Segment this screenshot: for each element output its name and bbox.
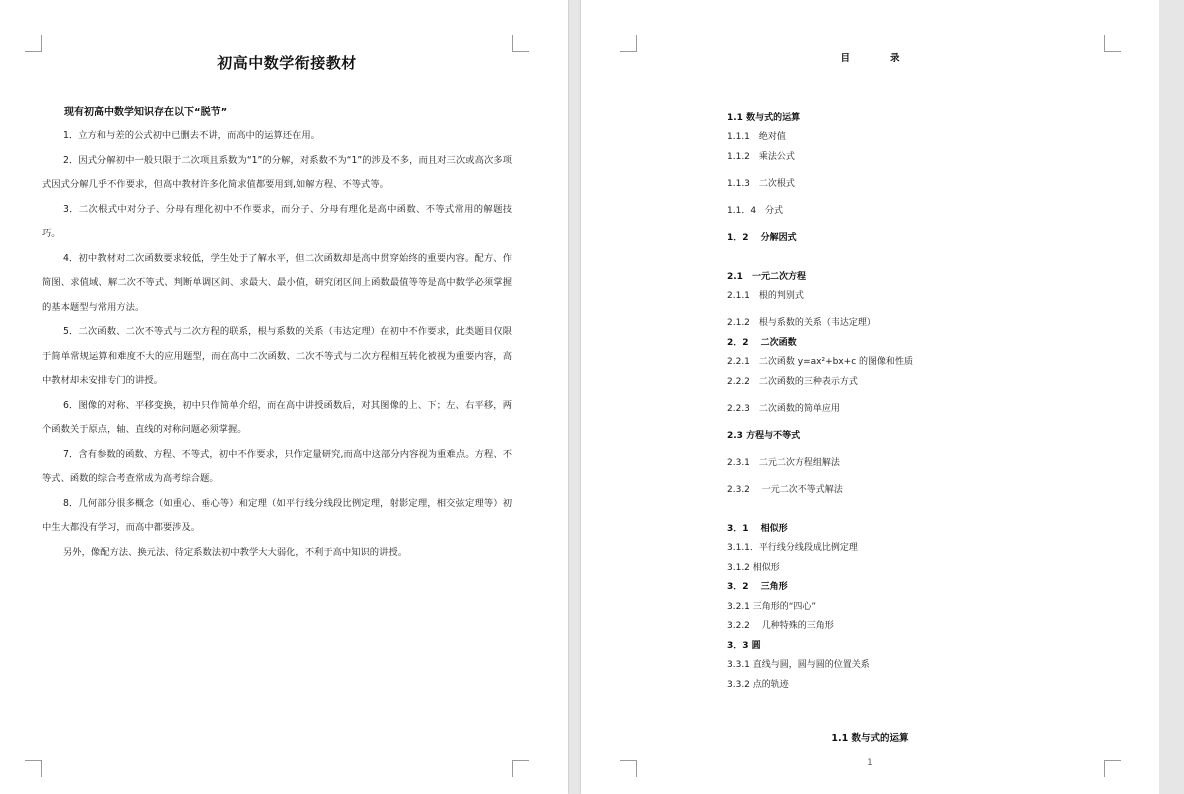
toc-entry[interactable]: 2．2 二次函数 — [727, 338, 797, 348]
paragraph: 8．几何部分很多概念（如重心、垂心等）和定理（如平行线分线段比例定理，射影定理，相交弦定理等）初中生大都没有学习，而高中都要涉及。 — [42, 497, 512, 533]
toc-entry[interactable]: 3.3.1 直线与圆，圆与圆的位置关系 — [727, 660, 870, 670]
paragraph: 3．二次根式中对分子、分母有理化初中不作要求，而分子、分母有理化是高中函数、不等式常用的解题技巧。 — [42, 203, 512, 239]
document-title: 初高中数学衔接教材 — [217, 54, 357, 72]
toc-entry[interactable]: 1.1.1 绝对值 — [727, 132, 786, 142]
toc-entry[interactable]: 1.1 数与式的运算 — [727, 113, 801, 123]
paragraph: 1．立方和与差的公式初中已删去不讲，而高中的运算还在用。 — [63, 130, 320, 141]
paragraph-list — [42, 124, 512, 565]
toc-entry[interactable]: 3．1 相似形 — [727, 524, 788, 534]
toc-entry[interactable]: 3．2 三角形 — [727, 582, 788, 592]
toc-entry[interactable]: 2.1 一元二次方程 — [727, 272, 806, 282]
page-number: 1 — [867, 758, 873, 768]
toc-entry[interactable]: 2.1.1 根的判别式 — [727, 291, 804, 301]
toc-entry[interactable]: 2.3.2 一元二次不等式解法 — [727, 485, 843, 495]
paragraph: 5．二次函数、二次不等式与二次方程的联系，根与系数的关系（韦达定理）在初中不作要求，此类题目仅限于简单常规运算和难度不大的应用题型，而在高中二次函数、二次不等式与二次方程相互转化被视为重要内容，高中教材却未安排专门的讲授。 — [42, 326, 512, 386]
toc-entry[interactable]: 1.1.3 二次根式 — [727, 179, 795, 189]
toc-entry[interactable]: 1.1.2 乘法公式 — [727, 152, 795, 162]
toc-entry[interactable]: 2.3 方程与不等式 — [727, 431, 801, 441]
crop-mark — [512, 35, 529, 52]
toc-entry[interactable]: 3.2.1 三角形的“四心” — [727, 602, 817, 612]
toc-entry[interactable]: 3.1.2 相似形 — [727, 563, 780, 573]
paragraph: 另外，像配方法、换元法、待定系数法初中教学大大弱化，不利于高中知识的讲授。 — [63, 546, 407, 558]
page-2 — [581, 0, 1159, 794]
crop-mark — [512, 760, 529, 777]
toc-entry[interactable]: 2.3.1 二元二次方程组解法 — [727, 458, 840, 468]
toc-entry[interactable]: 2.1.2 根与系数的关系（韦达定理） — [727, 318, 876, 328]
toc-entry[interactable]: 2.2.1 二次函数 y=ax²+bx+c 的图像和性质 — [727, 357, 914, 367]
toc-entry[interactable]: 2.2.3 二次函数的简单应用 — [727, 404, 840, 414]
paragraph: 2．因式分解初中一般只限于二次项且系数为“1”的分解，对系数不为“1”的涉及不多，而且对三次或高次多项式因式分解几乎不作要求，但高中教材许多化简求值都要用到,如解方程、不等式等。 — [42, 154, 512, 190]
paragraph: 6．图像的对称、平移变换，初中只作简单介绍，而在高中讲授函数后，对其图像的上、下；左、右平移，两个函数关于原点，轴、直线的对称问题必须掌握。 — [42, 399, 512, 435]
paragraph: 7．含有参数的函数、方程、不等式，初中不作要求，只作定量研究,而高中这部分内容视为重难点。方程、不等式、函数的综合考查常成为高考综合题。 — [42, 448, 512, 484]
toc-entry[interactable]: 1．2 分解因式 — [727, 233, 797, 243]
toc-entry[interactable]: 2.2.2 二次函数的三种表示方式 — [727, 377, 858, 387]
crop-mark — [25, 760, 42, 777]
toc-entry[interactable]: 3.2.2 几种特殊的三角形 — [727, 621, 834, 631]
crop-mark — [25, 35, 42, 52]
scroll-area[interactable] — [1159, 0, 1184, 794]
toc-entry[interactable]: 3．3 圆 — [727, 641, 761, 651]
next-section-heading: 1.1 数与式的运算 — [831, 733, 909, 744]
page-1 — [0, 0, 568, 794]
toc-entry[interactable]: 3.3.2 点的轨迹 — [727, 680, 789, 690]
paragraph: 4．初中教材对二次函数要求较低，学生处于了解水平，但二次函数却是高中贯穿始终的重要内容。配方、作简图、求值域、解二次不等式、判断单调区间、求最大、最小值，研究闭区间上函数最值等等是高中数学必须掌握的基本题型与常用方法。 — [42, 252, 512, 313]
toc-entry[interactable]: 1.1．4 分式 — [727, 206, 784, 216]
toc-entry[interactable]: 3.1.1．平行线分线段成比例定理 — [727, 543, 858, 553]
toc-title: 目录 — [840, 53, 940, 64]
section-heading: 现有初高中数学知识存在以下“脱节” — [64, 107, 228, 118]
